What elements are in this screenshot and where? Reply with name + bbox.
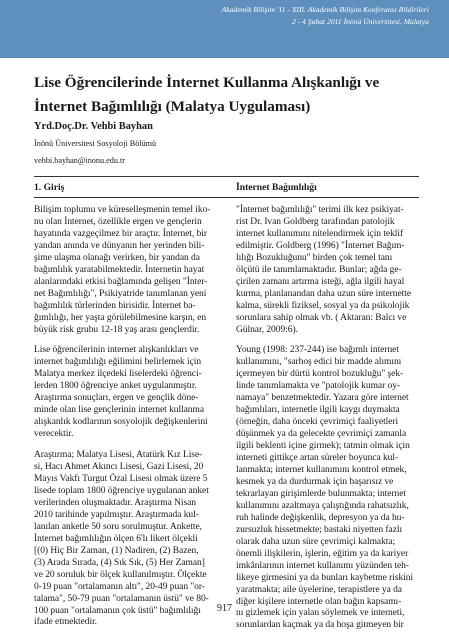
- text-line: içermeyen bir dürtü kontrol bozukluğu" şek-: [236, 369, 404, 380]
- text-line: nu olan İnternet, özellikle ergen ve gençlerin: [34, 216, 202, 227]
- text-line: lanmakta; internet kullanımını kontrol etmek,: [236, 465, 407, 476]
- text-line: likeye girmesini ya da bunları kaybetme riskini: [236, 572, 414, 583]
- page-number: 917: [217, 603, 232, 614]
- text-line: edilmiştir. Goldberg (1996) "İnternet Bağım-: [236, 240, 405, 251]
- text-line: imkânlarının internet kullanımı yüzünden teh-: [236, 560, 409, 571]
- text-line: "İnternet bağımlılığı" terimi ilk kez psikiyat-: [236, 205, 404, 215]
- text-line: Mayıs Vakfı Turgut Özal Lisesi olmak üzere 5: [34, 474, 208, 485]
- text-line: ölçütü ile tanımlamaktadır. Bunlar; ağda ge-: [236, 264, 402, 275]
- text-line: verecektir.: [34, 429, 74, 440]
- text-line: bağımlıları, internetle ilgili kaygı duymakta: [236, 405, 400, 416]
- text-line: büyük risk grubu 12-18 yaş arası gençlerdir.: [34, 324, 200, 335]
- text-line: Bilişim toplumu ve küreselleşmenin temel iko-: [34, 205, 211, 215]
- text-line: minde olan lise gençlerinin internet kullanma: [34, 405, 205, 416]
- text-line: Gülnar, 2009:6).: [236, 324, 298, 335]
- text-line: 2010 tarihinde yapılmıştır. Araştırmada kul-: [34, 509, 199, 520]
- paragraph: [34, 205, 224, 336]
- text-line: ruh halinde değişkenlik, depresyon ya da hu-: [236, 512, 405, 523]
- text-line: (3) Arada Sırada, (4) Sık Sık, (5) Her Zaman]: [34, 557, 205, 568]
- text-line: talama", 50-79 puan "ortalamanın üstü" ve 80-: [34, 593, 209, 604]
- text-line: diğer kişilere internetle olan bağın kapsamı-: [236, 596, 402, 607]
- text-line: düşünmek ya da gelecekte çevrimiçi zamanla: [236, 429, 407, 440]
- text-line: bağımlılık yaratabilmektedir. İnternetin hayat: [34, 264, 205, 275]
- text-line: şime ulaşma olanağı verirken, bir yandan da: [34, 252, 200, 263]
- text-line: kurma, planlanandan daha uzun süre internette: [236, 288, 412, 299]
- text-line: İnternet bağımlılığın ölçen 6'lı likert ölçekli: [34, 533, 198, 544]
- text-line: 0-19 puan "ortalamanın altı", 20-49 puan "or-: [34, 581, 205, 592]
- paragraph: [236, 205, 426, 336]
- text-line: lılığı Bozukluğunu" birden çok temel tanı: [236, 252, 393, 263]
- text-line: Araştırma; Malatya Lisesi, Atatürk Kız Lise-: [34, 450, 203, 461]
- section-heading-intro: 1. Giriş: [34, 182, 65, 193]
- left-column-text: [34, 205, 224, 638]
- text-line: hayatında vazgeçilmez bir araçtır. İnternet, bir: [34, 228, 207, 239]
- text-line: tekrarlayan girişimlerde bulunmakta; internet: [236, 488, 407, 499]
- paragraph: [236, 345, 426, 632]
- text-line: nı gizlemek için yalan söylemek ve interneti,: [236, 608, 405, 619]
- author-affiliation: İnönü Üniversitesi Sosyoloji Bölümü: [34, 139, 157, 148]
- text-line: kalma, sürekli fiziksel, sosyal ya da psikolojik: [236, 300, 410, 311]
- text-line: kesmek ya da durdurmak için başarısız ve: [236, 476, 394, 487]
- text-line: Araştırma sonuçları, ergen ve gençlik döne-: [34, 393, 199, 404]
- text-line: net Bağımlılığı", Psikiyatride tanımlanan yeni: [34, 288, 207, 299]
- header-line-1: Akademik Bilişim '11 - XIII. Akademik Bilişim Konferansı Bildirileri: [221, 5, 429, 14]
- text-line: (örneğin, daha önceki çevrimiçi faaliyetleri: [236, 417, 399, 428]
- text-line: linde tanımlamakta ve "patolojik kumar oy-: [236, 381, 401, 392]
- text-line: ilgili beklenti içine girmek); tatmin olmak için: [236, 441, 410, 452]
- right-column-text: [236, 205, 426, 641]
- text-line: ifade etmektedir.: [34, 617, 97, 628]
- text-line: lanılan anketle 50 soru sorulmuştur. Ankette,: [34, 521, 202, 532]
- text-line: namaya" benzetmektedir. Yazara göre internet: [236, 393, 409, 404]
- title-line-2: İnternet Bağımlılığı (Malatya Uygulaması): [34, 98, 311, 115]
- text-line: önemli ilişkilerin, işlerin, eğitim ya da kariyer: [236, 548, 409, 559]
- divider-rule: [34, 176, 419, 177]
- text-line: bağımlılık türlerinden birisidir. İnternet ba-: [34, 300, 196, 311]
- text-line: si, Hacı Ahmet Akıncı Lisesi, Gazi Lisesi, 20: [34, 462, 204, 473]
- text-line: internet kullanımını nitelendirmek için teklif: [236, 228, 404, 239]
- text-line: alanlarındaki etkisi bağlamında gelişen "İnter-: [34, 276, 208, 287]
- text-line: ve 20 soruluk bir ölçek kullanılmıştır. Ölçekte: [34, 569, 207, 580]
- divider-rule: [34, 197, 419, 198]
- text-line: çirilen zamanı artırma isteği, ağla ilgili hayal: [236, 276, 405, 287]
- text-line: lerden 1800 öğrenciye anket uygulanmıştır.: [34, 381, 197, 392]
- text-line: kullanımını, "sarhoş edici bir madde alımını: [236, 357, 402, 368]
- text-line: alışkanlık kodlarının sosyolojik değişkenlerini: [34, 417, 208, 428]
- text-line: sorunlardan kaçmak ya da hoşa gitmeyen bir: [236, 620, 404, 631]
- text-line: internet bağımlılığı eğilimini belirlemek için: [34, 357, 202, 368]
- text-line: zursuzluk hissetmekte; bastaki niyetten fazlı: [236, 524, 403, 535]
- text-line: Lise öğrencilerinin internet alışkanlıkları ve: [34, 345, 199, 356]
- text-line: kullanımını azaltmaya çalıştığında rahatsızlık,: [236, 500, 409, 511]
- text-line: 100 puan "ortalamanın çok üstü" bağımlılığı: [34, 605, 201, 616]
- author-email: vehbi.bayhan@inonu.edu.tr: [34, 156, 125, 165]
- text-line: interneti gittikçe artan süreler boyunca kul-: [236, 453, 399, 464]
- text-line: rist Dr. Ivan Goldberg tarafından patolojik: [236, 216, 395, 227]
- text-line: [(0) Hiç Bir Zaman, (1) Nadiren, (2) Bazen,: [34, 545, 199, 556]
- header-line-2: 2 - 4 Şubat 2011 İnönü Üniversitesi, Malatya: [292, 16, 429, 26]
- text-line: yaratmakta; aile üyelerine, terapistlere ya da: [236, 584, 402, 595]
- text-line: lisede toplam 1800 öğrenciye uygulanan anket: [34, 485, 209, 496]
- text-line: yandan anında ve dünyanın her yerinden bili-: [34, 240, 205, 251]
- paragraph: [34, 345, 224, 441]
- title-line-1: Lise Öğrencilerinde İnternet Kullanma Alışkanlığı ve: [34, 74, 380, 91]
- running-header: [222, 4, 429, 27]
- text-line: olarak daha uzun süre çevrimiçi kalmakta;: [236, 536, 396, 547]
- text-line: verilerinden oluşmaktadır. Araştırma Nisan: [34, 497, 196, 508]
- section-heading-internet-addiction: İnternet Bağımlılığı: [236, 182, 317, 193]
- text-line: ğımlılığı, her yaşta görülebilmesine karşın, en: [34, 312, 207, 323]
- author-name: Yrd.Doç.Dr. Vehbi Bayhan: [34, 121, 153, 132]
- text-line: Malatya merkez ilçedeki liselerdeki öğrenci-: [34, 369, 202, 380]
- text-line: sorunlara sahip olmak vb. ( Aktaran: Balcı ve: [236, 312, 407, 323]
- paper-title: [34, 71, 424, 119]
- text-line: Young (1998: 237-244) ise bağımlı internet: [236, 345, 399, 356]
